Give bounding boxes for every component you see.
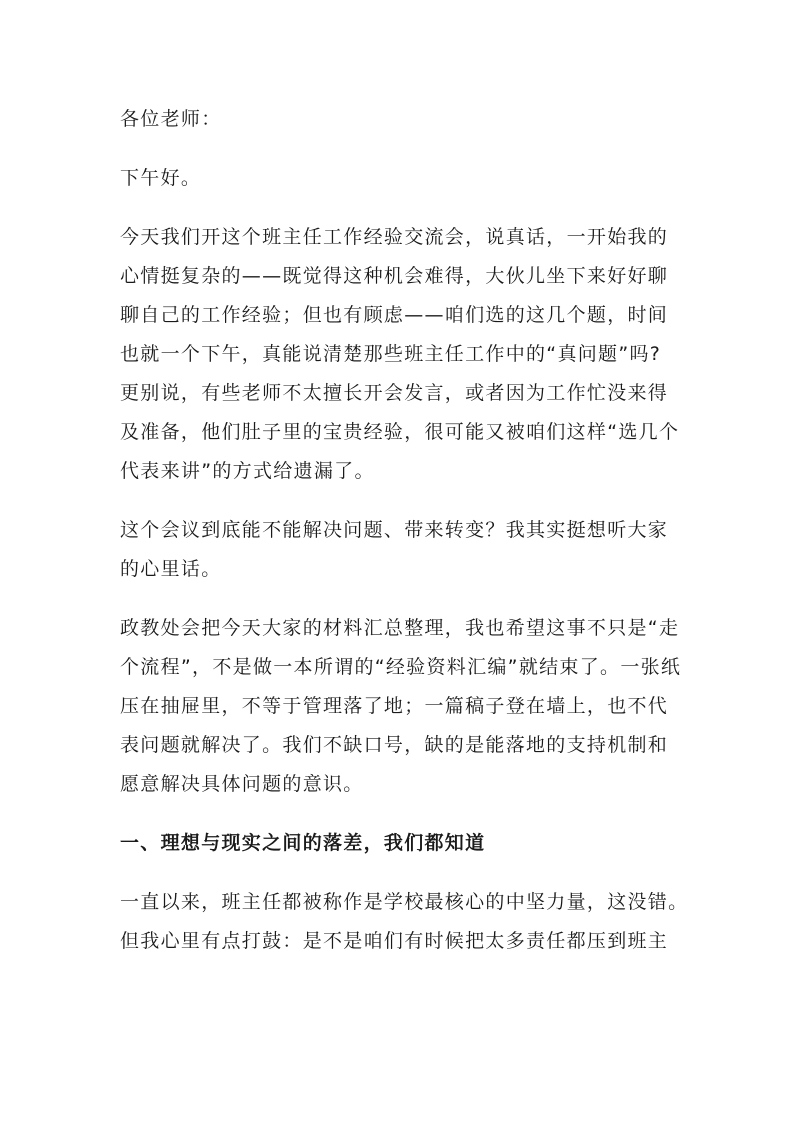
text-line: 也就一个下午，真能说清楚那些班主任工作中的“真问题”吗? (120, 343, 662, 365)
section-paragraph (120, 883, 689, 961)
greeting: 下午好。 (120, 167, 202, 189)
section-heading: 一、理想与现实之间的落差，我们都知道 (120, 832, 486, 854)
text-line: 聊自己的工作经验；但也有顾虑——咱们选的这几个题，时间 (120, 304, 669, 326)
text-line: 今天我们开这个班主任工作经验交流会，说真话，一开始我的 (120, 226, 669, 248)
paragraph-materials (120, 609, 682, 804)
text-line: 这个会议到底能不能解决问题、带来转变？我其实挺想听大家 (120, 519, 669, 541)
text-line: 但我心里有点打鼓：是不是咱们有时候把太多责任都压到班主 (120, 930, 669, 952)
text-line: 愿意解决具体问题的意识。 (120, 773, 364, 795)
text-line: 代表来讲”的方式给遗漏了。 (120, 460, 375, 482)
text-line: 心情挺复杂的——既觉得这种机会难得，大伙儿坐下来好好聊 (120, 265, 669, 287)
text-line: 个流程”，不是做一本所谓的“经验资料汇编”就结束了。一张纸 (120, 656, 682, 678)
text-line: 一直以来，班主任都被称作是学校最核心的中坚力量，这没错。 (120, 891, 689, 913)
document-page (120, 100, 689, 981)
text-line: 及准备，他们肚子里的宝贵经验，很可能又被咱们这样“选几个 (120, 421, 680, 443)
text-line: 压在抽屉里，不等于管理落了地；一篇稿子登在墙上，也不代 (120, 695, 669, 717)
text-line: 更别说，有些老师不太擅长开会发言，或者因为工作忙没来得 (120, 382, 669, 404)
text-line: 的心里话。 (120, 558, 222, 580)
paragraph-opening (120, 218, 680, 491)
salutation: 各位老师： (120, 108, 222, 130)
text-line: 表问题就解决了。我们不缺口号，缺的是能落地的支持机制和 (120, 734, 669, 756)
text-line: 政教处会把今天大家的材料汇总整理，我也希望这事不只是“走 (120, 617, 680, 639)
paragraph-question (120, 511, 676, 589)
